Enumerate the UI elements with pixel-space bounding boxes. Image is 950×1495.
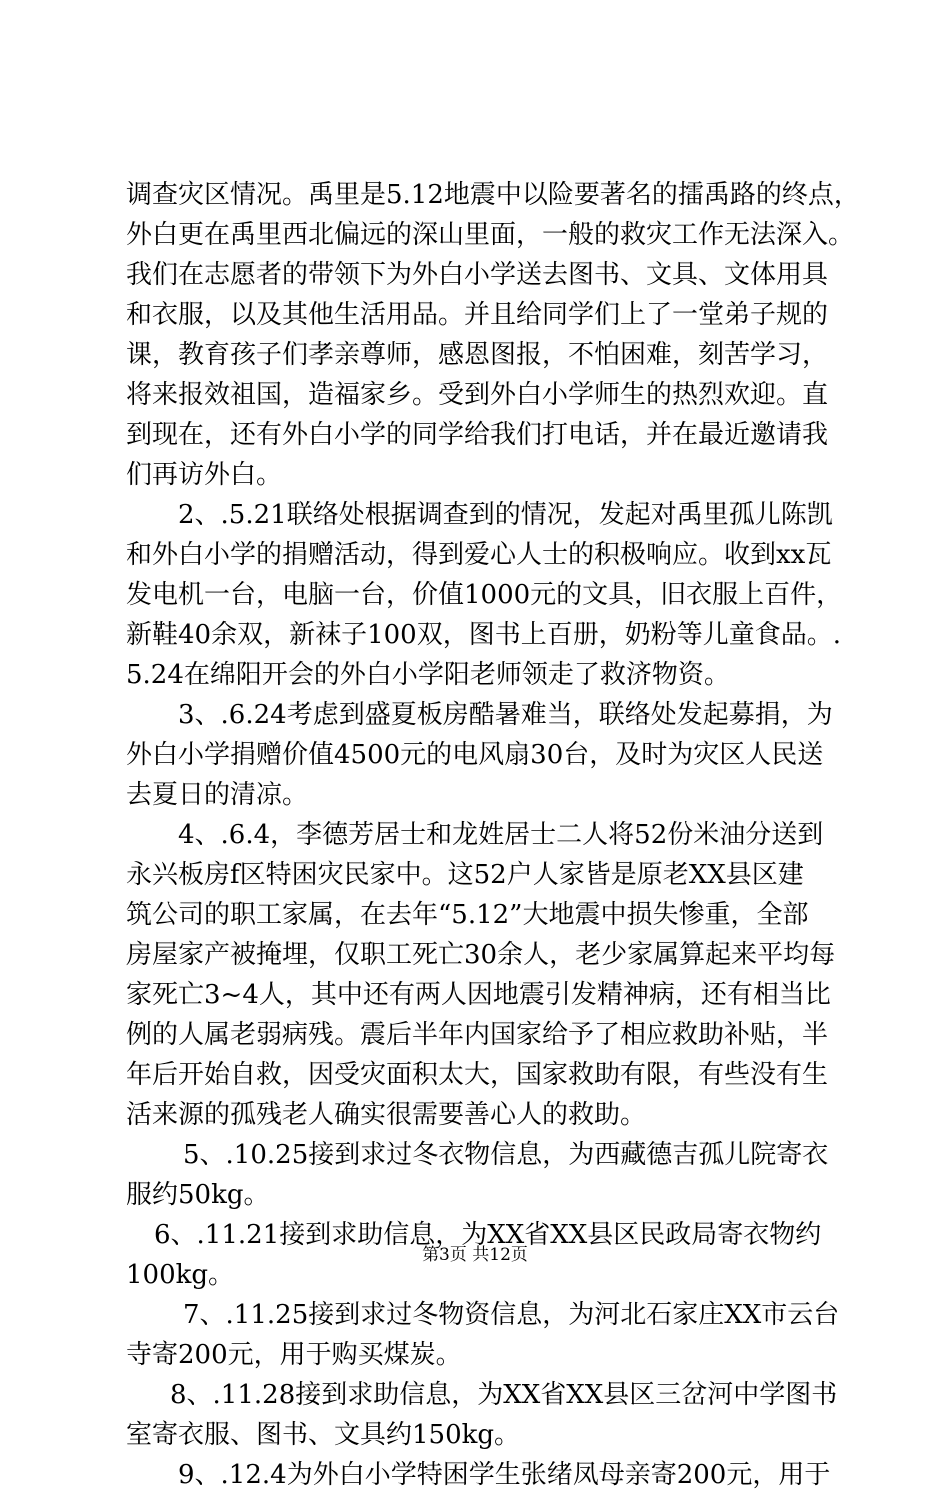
text-line: 4、.6.4，李德芳居士和龙姓居士二人将52份米油分送到	[178, 820, 824, 850]
text-line: 2、.5.21联络处根据调查到的情况，发起对禹里孤儿陈凯	[178, 500, 833, 530]
text-line: 9、.12.4为外白小学特困学生张绪凤母亲寄200元，用于	[178, 1460, 831, 1490]
text-line: 到现在，还有外白小学的同学给我们打电话，并在最近邀请我	[126, 420, 829, 450]
paragraph-item-5	[126, 1135, 836, 1215]
text-line: 5、.10.25接到求过冬衣物信息，为西藏德吉孤儿院寄衣	[183, 1140, 829, 1170]
text-line: 和外白小学的捐赠活动，得到爱心人士的积极响应。收到xx瓦	[126, 540, 832, 570]
paragraph-volunteer-visit	[126, 175, 860, 495]
text-line: 新鞋40余双，新袜子100双，图书上百册，奶粉等儿童食品。.	[126, 620, 841, 650]
text-line: 发电机一台，电脑一台，价值1000元的文具，旧衣服上百件，	[126, 580, 843, 610]
text-line: 我们在志愿者的带领下为外白小学送去图书、文具、文体用具	[126, 260, 829, 290]
text-line: 室寄衣服、图书、文具约150kg。	[126, 1420, 521, 1450]
paragraph-item-8	[126, 1375, 836, 1455]
text-line: 例的人属老弱病残。震后半年内国家给予了相应救助补贴，半	[126, 1020, 829, 1050]
text-line: 活来源的孤残老人确实很需要善心人的救助。	[126, 1100, 647, 1130]
page-number-footer: 第3页 共12页	[422, 1245, 528, 1265]
paragraph-item-9	[126, 1455, 836, 1495]
text-line: 家死亡3~4人，其中还有两人因地震引发精神病，还有相当比	[126, 980, 831, 1010]
text-line: 5.24在绵阳开会的外白小学阳老师领走了救济物资。	[126, 660, 730, 690]
text-line: 8、.11.28接到求助信息，为XX省XX县区三岔河中学图书	[170, 1380, 838, 1410]
paragraph-item-4	[126, 815, 836, 1135]
text-line: 年后开始自救，因受灾面积太大，国家救助有限，有些没有生	[126, 1060, 829, 1090]
text-line: 将来报效祖国，造福家乡。受到外白小学师生的热烈欢迎。直	[126, 380, 829, 410]
paragraph-item-2	[126, 495, 843, 695]
document-body	[126, 175, 860, 1495]
text-line: 筑公司的职工家属，在去年“5.12”大地震中损失惨重，全部	[126, 900, 809, 930]
text-line: 们再访外白。	[126, 460, 283, 490]
paragraph-item-7	[126, 1295, 840, 1375]
text-line: 寺寄200元，用于购买煤炭。	[126, 1340, 462, 1370]
text-line: 房屋家产被掩埋，仅职工死亡30余人，老少家属算起来平均每	[126, 940, 836, 970]
text-line: 6、.11.21接到求助信息，为XX省XX县区民政局寄衣物约	[154, 1220, 822, 1250]
text-line: 服约50kg。	[126, 1180, 270, 1210]
text-line: 课，教育孩子们孝亲尊师，感恩图报，不怕困难，刻苦学习，	[126, 340, 829, 370]
text-line: 和衣服，以及其他生活用品。并且给同学们上了一堂弟子规的	[126, 300, 829, 330]
text-line: 外白更在禹里西北偏远的深山里面，一般的救灾工作无法深入。	[126, 220, 855, 250]
paragraph-item-3	[126, 695, 836, 815]
text-line: 外白小学捐赠价值4500元的电风扇30台，及时为灾区人民送	[126, 740, 824, 770]
text-line: 100kg。	[126, 1260, 235, 1290]
text-line: 3、.6.24考虑到盛夏板房酷暑难当，联络处发起募捐，为	[178, 700, 833, 730]
text-line: 去夏日的清凉。	[126, 780, 309, 810]
text-line: 7、.11.25接到求过冬物资信息，为河北石家庄XX市云台	[183, 1300, 840, 1330]
text-line: 永兴板房f区特困灾民家中。这52户人家皆是原老XX县区建	[126, 860, 804, 890]
text-line: 调查灾区情况。禹里是5.12地震中以险要著名的擂禹路的终点，	[126, 180, 860, 210]
